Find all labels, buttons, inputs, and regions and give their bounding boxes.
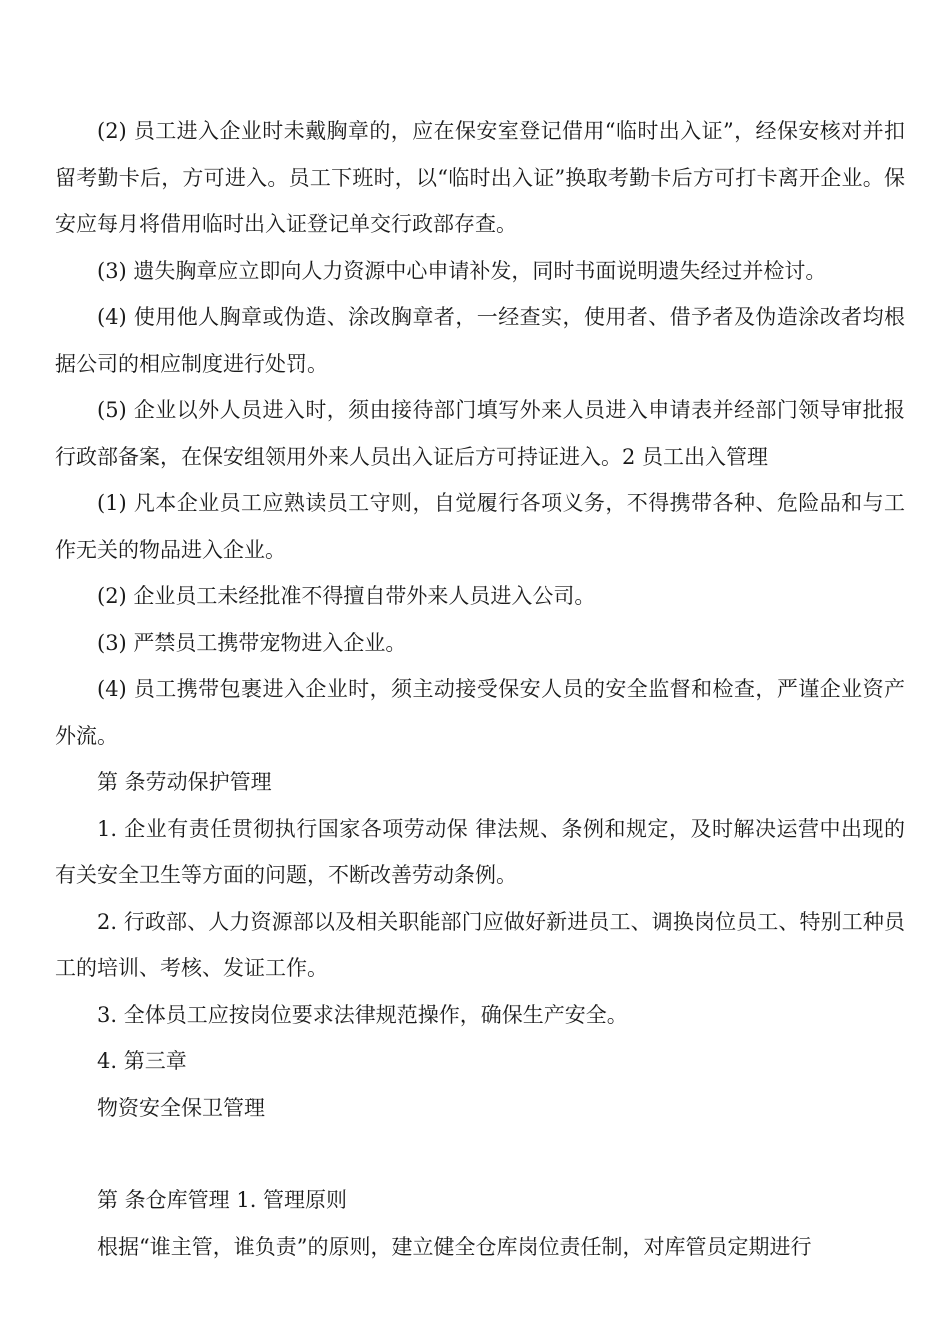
- paragraph-visitor-entry: (5) 企业以外人员进入时，须由接待部门填写外来人员进入申请表并经部门领导审批报行政部备案，在保安组领用外来人员出入证后方可持证进入。2 员工出入管理: [55, 398, 905, 469]
- paragraph-employee-rules: (1) 凡本企业员工应熟读员工守则，自觉履行各项义务，不得携带各种、危险品和与工作无关的物品进入企业。: [55, 491, 905, 562]
- paragraph-warehouse-principle: 根据“谁主管，谁负责”的原则，建立健全仓库岗位责任制，对库管员定期进行: [97, 1234, 812, 1259]
- blank-line: [55, 1131, 905, 1177]
- paragraph-no-pets: (3) 严禁员工携带宠物进入企业。: [97, 630, 407, 655]
- paragraph-safe-operation: 3. 全体员工应按岗位要求法律规范操作，确保生产安全。: [97, 1002, 628, 1027]
- paragraph-package-check: (4) 员工携带包裹进入企业时，须主动接受保安人员的安全监督和检查，严谨企业资产外流。: [55, 677, 905, 748]
- paragraph-no-outsiders: (2) 企业员工未经批准不得擅自带外来人员进入公司。: [97, 584, 596, 608]
- paragraph-temporary-pass: (2) 员工进入企业时未戴胸章的，应在保安室登记借用“临时出入证”，经保安核对并扣留考勤卡后，方可进入。员工下班时，以“临时出入证”换取考勤卡后方可打卡离开企业。保安应每月将借用临时出入证登记单交行政部存查。: [55, 119, 905, 236]
- paragraph-forged-badge: (4) 使用他人胸章或伪造、涂改胸章者，一经查实，使用者、借予者及伪造涂改者均根据公司的相应制度进行处罚。: [55, 305, 905, 376]
- chapter-title: 物资安全保卫管理: [97, 1095, 265, 1120]
- section-heading-labor-protection: 第 条劳动保护管理: [97, 770, 272, 794]
- chapter-number: 4. 第三章: [97, 1049, 187, 1073]
- paragraph-training: 2. 行政部、人力资源部以及相关职能部门应做好新进员工、调换岗位员工、特别工种员工的培训、考核、发证工作。: [55, 909, 905, 980]
- paragraph-labor-law: 1. 企业有责任贯彻执行国家各项劳动保 律法规、条例和规定，及时解决运营中出现的有关安全卫生等方面的问题，不断改善劳动条例。: [55, 816, 905, 887]
- document-body: [55, 108, 905, 1270]
- paragraph-lost-badge: (3) 遗失胸章应立即向人力资源中心申请补发，同时书面说明遗失经过并检讨。: [97, 258, 827, 283]
- section-heading-warehouse: 第 条仓库管理 1. 管理原则: [97, 1188, 348, 1212]
